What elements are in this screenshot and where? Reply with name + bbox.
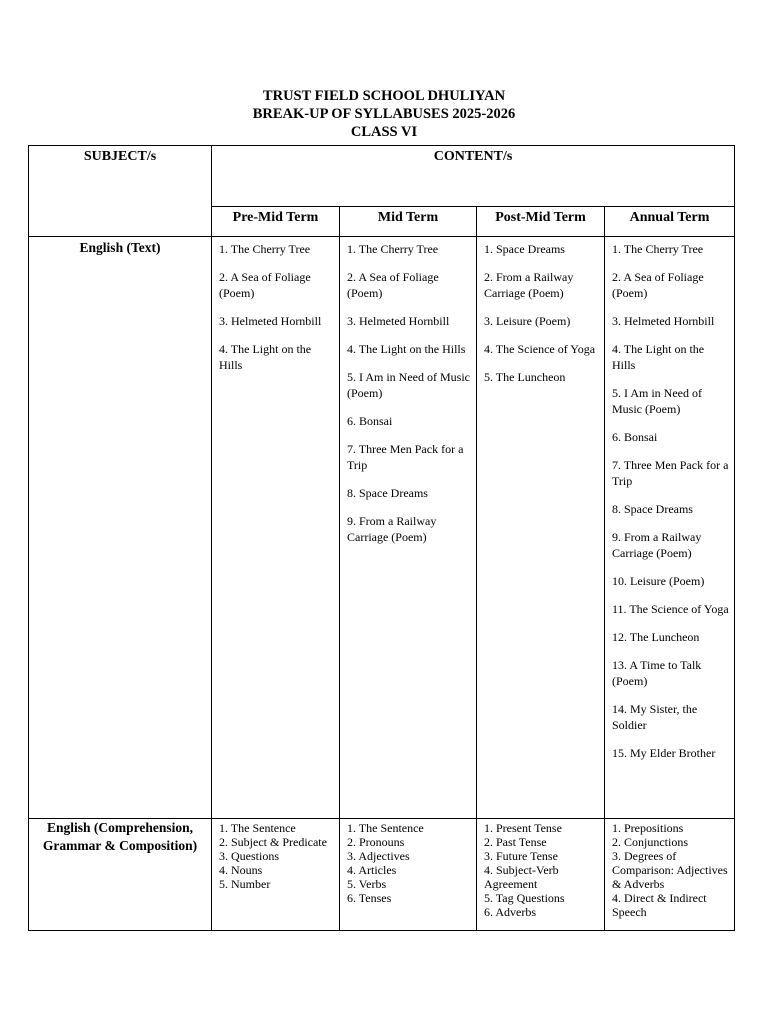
list-item: 2. Past Tense (484, 835, 547, 849)
term-header-mid (340, 207, 477, 237)
list-item: 13. A Time to Talk (Poem) (612, 658, 702, 688)
list-item: 2. From a Railway Carriage (Poem) (484, 270, 574, 300)
list-item: 8. Space Dreams (347, 486, 428, 500)
list-item: 5. The Luncheon (484, 370, 566, 384)
list-item: 11. The Science of Yoga (612, 602, 729, 616)
list-item: 5. Number (219, 877, 271, 891)
list-item: 2. Conjunctions (612, 835, 689, 849)
content-cell (212, 819, 340, 931)
table-row (29, 819, 735, 931)
content-cell (477, 237, 605, 819)
list-item: 4. Subject-Verb Agreement (484, 863, 559, 891)
content-cell (340, 819, 477, 931)
content-cell (605, 819, 735, 931)
subject-cell (29, 819, 212, 931)
subject-header: SUBJECT/s (83, 149, 157, 164)
table-row (29, 237, 735, 819)
content-cell (477, 819, 605, 931)
content-cell (212, 237, 340, 819)
list-item: 6. Bonsai (347, 414, 393, 428)
subject-header-cell (29, 146, 212, 237)
list-item: 2. Pronouns (347, 835, 405, 849)
subject-name: English (Text) (79, 240, 161, 255)
list-item: 2. Subject & Predicate (219, 835, 327, 849)
document-heading (0, 87, 768, 141)
syllabus-table (28, 145, 735, 931)
list-item: 4. The Light on the Hills (347, 342, 466, 356)
list-item: 3. Degrees of Comparison: Adjectives & Adverbs (612, 849, 728, 891)
syllabus-title: BREAK-UP OF SYLLABUSES 2025-2026 (252, 106, 516, 122)
term-header-post-mid (477, 207, 605, 237)
list-item: 6. Adverbs (484, 905, 536, 919)
list-item: 4. Nouns (219, 863, 263, 877)
list-item: 10. Leisure (Poem) (612, 574, 705, 588)
list-item: 5. I Am in Need of Music (Poem) (612, 386, 702, 416)
list-item: 8. Space Dreams (612, 502, 693, 516)
term-label: Annual Term (629, 210, 710, 225)
content-header-cell (212, 146, 735, 207)
list-item: 1. The Cherry Tree (347, 242, 439, 256)
list-item: 3. Future Tense (484, 849, 558, 863)
subject-name: English (Comprehension, Grammar & Composition) (42, 820, 198, 853)
class-label: CLASS VI (350, 124, 418, 140)
list-item: 3. Helmeted Hornbill (612, 314, 715, 328)
list-item: 6. Bonsai (612, 430, 658, 444)
term-label: Pre-Mid Term (232, 210, 319, 225)
list-item: 9. From a Railway Carriage (Poem) (612, 530, 702, 560)
list-item: 5. Tag Questions (484, 891, 565, 905)
list-item: 3. Questions (219, 849, 279, 863)
list-item: 7. Three Men Pack for a Trip (347, 442, 464, 472)
list-item: 4. The Light on the Hills (219, 342, 312, 372)
list-item: 5. I Am in Need of Music (Poem) (347, 370, 470, 400)
content-cell (605, 237, 735, 819)
list-item: 9. From a Railway Carriage (Poem) (347, 514, 437, 544)
content-cell (340, 237, 477, 819)
list-item: 7. Three Men Pack for a Trip (612, 458, 729, 488)
list-item: 5. Verbs (347, 877, 387, 891)
term-header-pre-mid (212, 207, 340, 237)
list-item: 3. Helmeted Hornbill (347, 314, 450, 328)
list-item: 3. Adjectives (347, 849, 410, 863)
list-item: 1. Prepositions (612, 821, 684, 835)
subject-cell (29, 237, 212, 819)
list-item: 1. The Cherry Tree (612, 242, 704, 256)
list-item: 2. A Sea of Foliage (Poem) (347, 270, 439, 300)
list-item: 6. Tenses (347, 891, 392, 905)
list-item: 3. Leisure (Poem) (484, 314, 571, 328)
list-item: 4. The Science of Yoga (484, 342, 596, 356)
term-label: Post-Mid Term (495, 210, 586, 225)
term-header-annual (605, 207, 735, 237)
list-item: 12. The Luncheon (612, 630, 700, 644)
list-item: 15. My Elder Brother (612, 746, 716, 760)
list-item: 14. My Sister, the Soldier (612, 702, 698, 732)
list-item: 2. A Sea of Foliage (Poem) (612, 270, 704, 300)
list-item: 1. The Cherry Tree (219, 242, 311, 256)
list-item: 3. Helmeted Hornbill (219, 314, 322, 328)
list-item: 1. The Sentence (347, 821, 424, 835)
list-item: 4. Articles (347, 863, 397, 877)
list-item: 4. Direct & Indirect Speech (612, 891, 707, 919)
list-item: 1. The Sentence (219, 821, 296, 835)
content-header: CONTENT/s (433, 149, 513, 164)
list-item: 2. A Sea of Foliage (Poem) (219, 270, 311, 300)
list-item: 4. The Light on the Hills (612, 342, 705, 372)
term-label: Mid Term (377, 210, 439, 225)
school-name: TRUST FIELD SCHOOL DHULIYAN (262, 88, 506, 104)
list-item: 1. Present Tense (484, 821, 562, 835)
list-item: 1. Space Dreams (484, 242, 565, 256)
